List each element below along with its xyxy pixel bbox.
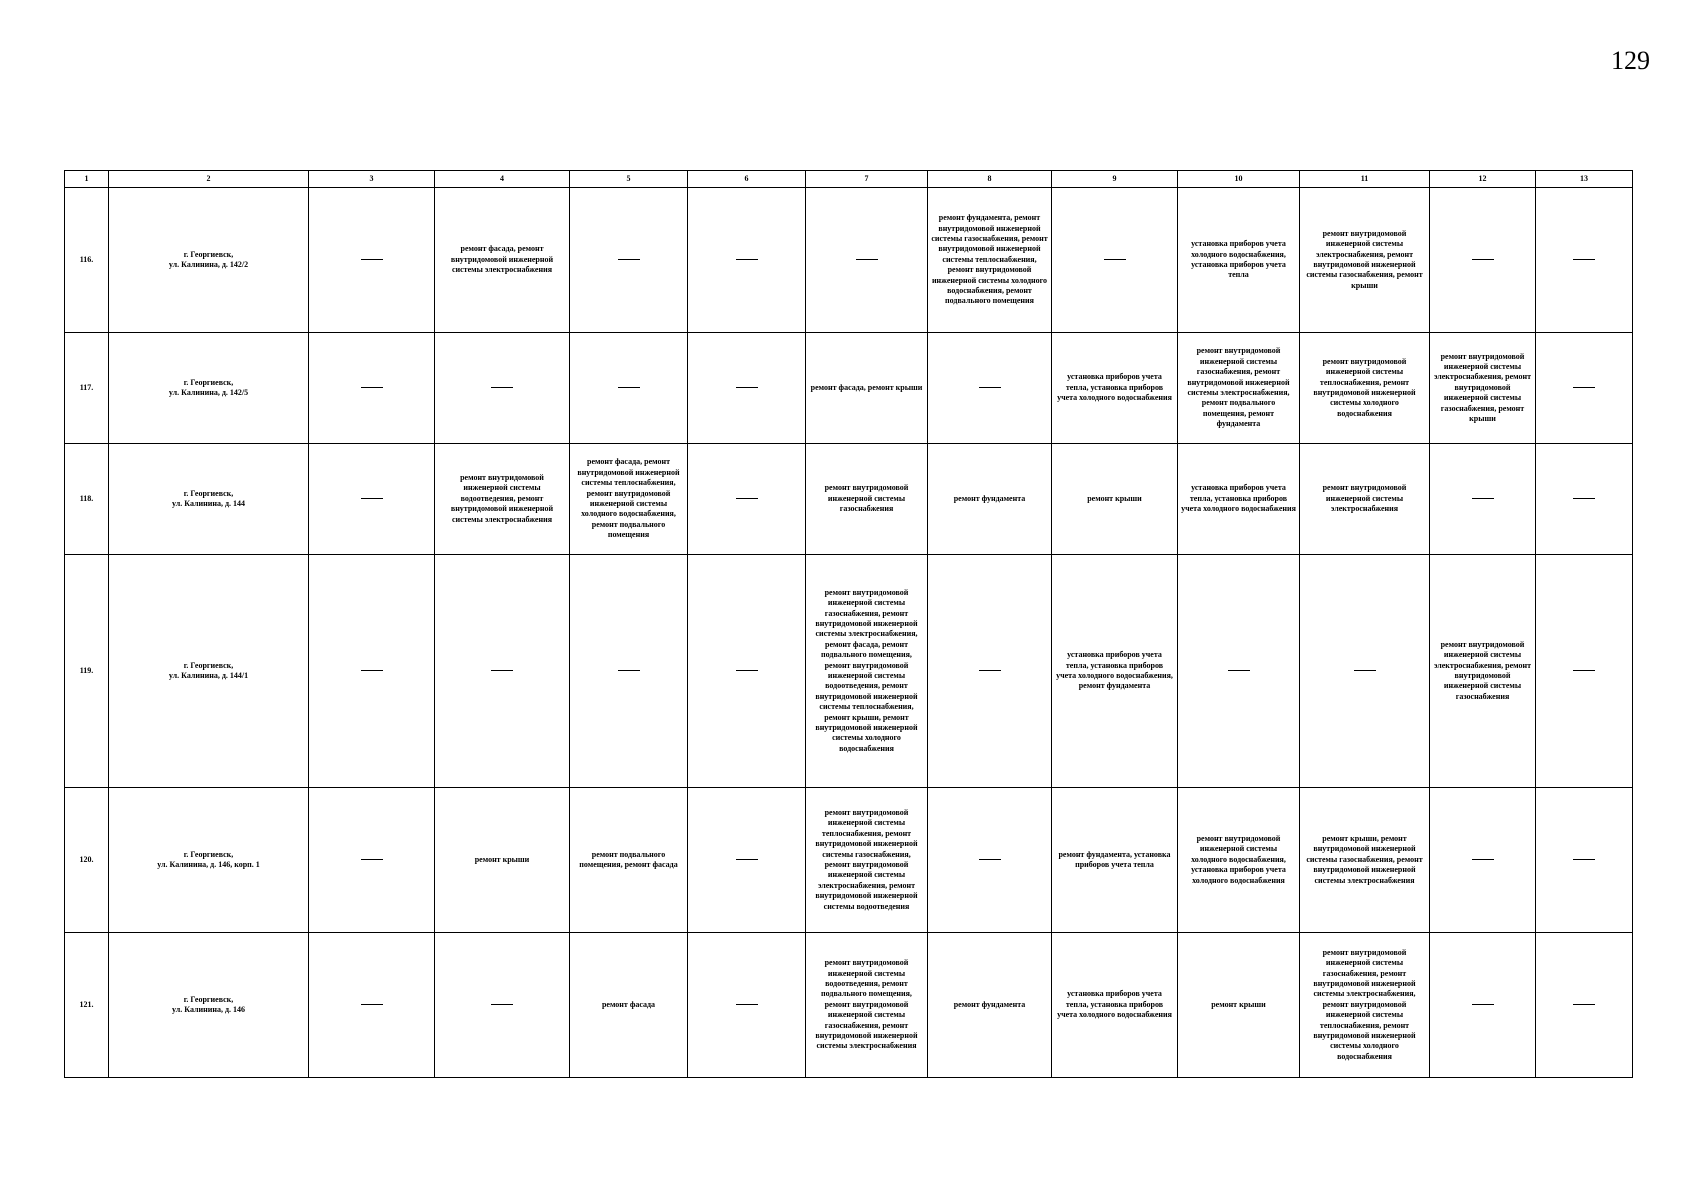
work-cell <box>309 188 435 333</box>
dash-mark <box>1228 670 1250 671</box>
work-cell <box>688 444 806 555</box>
work-cell: ремонт внутридомовой инженерной системы электроснабжения <box>1300 444 1430 555</box>
work-cell <box>1430 933 1536 1078</box>
header-row <box>65 171 1633 188</box>
work-cell: ремонт фасада, ремонт крыши <box>806 333 928 444</box>
work-cell <box>928 788 1052 933</box>
work-cell <box>688 788 806 933</box>
address-cell: г. Георгиевск, ул. Калинина, д. 142/2 <box>109 188 309 333</box>
dash-mark <box>1573 259 1595 260</box>
page-number: 129 <box>1611 46 1650 75</box>
row-number: 120. <box>65 788 109 933</box>
work-cell: ремонт фасада, ремонт внутридомовой инженерной системы электроснабжения <box>435 188 570 333</box>
work-cell: ремонт внутридомовой инженерной системы водоотведения, ремонт подвального помещения, ремонт внутридомовой инженерной системы газоснабжения, ремонт внутридомовой инженерной системы электроснабжения <box>806 933 928 1078</box>
dash-mark <box>361 1004 383 1005</box>
work-cell <box>1536 188 1633 333</box>
address-cell: г. Георгиевск, ул. Калинина, д. 146 <box>109 933 309 1078</box>
column-header: 5 <box>570 171 688 188</box>
work-cell: ремонт внутридомовой инженерной системы холодного водоснабжения, установка приборов учета холодного водоснабжения <box>1178 788 1300 933</box>
work-cell: ремонт крыши <box>1178 933 1300 1078</box>
work-cell: ремонт внутридомовой инженерной системы электроснабжения, ремонт внутридомовой инженерной системы газоснабжения, ремонт крыши <box>1300 188 1430 333</box>
work-cell: ремонт крыши <box>435 788 570 933</box>
work-cell: ремонт фасада <box>570 933 688 1078</box>
work-cell: ремонт фундамента <box>928 444 1052 555</box>
address-cell: г. Георгиевск, ул. Калинина, д. 144/1 <box>109 555 309 788</box>
work-cell: ремонт внутридомовой инженерной системы газоснабжения, ремонт внутридомовой инженерной системы электроснабжения, ремонт внутридомовой инженерной системы теплоснабжения, ремонт внутридомовой инженерной системы холодного водоснабжения <box>1300 933 1430 1078</box>
work-cell: ремонт внутридомовой инженерной системы газоснабжения, ремонт внутридомовой инженерной системы электроснабжения, ремонт фасада, ремонт подвального помещения, ремонт внутридомовой инженерной системы водоотведения, ремонт внутридомовой инженерной системы теплоснабжения, ремонт крыши, ремонт внутридомовой инженерной системы холодного водоснабжения <box>806 555 928 788</box>
work-cell: ремонт фундамента <box>928 933 1052 1078</box>
column-header: 7 <box>806 171 928 188</box>
dash-mark <box>856 259 878 260</box>
row-number: 116. <box>65 188 109 333</box>
work-cell: ремонт внутридомовой инженерной системы газоснабжения <box>806 444 928 555</box>
row-number: 117. <box>65 333 109 444</box>
dash-mark <box>1472 259 1494 260</box>
work-cell <box>688 188 806 333</box>
dash-mark <box>736 387 758 388</box>
column-header: 13 <box>1536 171 1633 188</box>
work-cell <box>688 555 806 788</box>
work-cell: установка приборов учета тепла, установка приборов учета холодного водоснабжения <box>1178 444 1300 555</box>
dash-mark <box>491 670 513 671</box>
row-number: 121. <box>65 933 109 1078</box>
work-cell <box>309 933 435 1078</box>
work-cell <box>1536 933 1633 1078</box>
repair-schedule-table <box>64 170 1633 1078</box>
work-cell <box>309 333 435 444</box>
work-cell <box>928 555 1052 788</box>
work-cell: ремонт внутридомовой инженерной системы теплоснабжения, ремонт внутридомовой инженерной системы холодного водоснабжения <box>1300 333 1430 444</box>
dash-mark <box>1573 859 1595 860</box>
work-cell: ремонт внутридомовой инженерной системы электроснабжения, ремонт внутридомовой инженерной системы газоснабжения <box>1430 555 1536 788</box>
table-row <box>65 933 1633 1078</box>
row-number: 119. <box>65 555 109 788</box>
dash-mark <box>1573 387 1595 388</box>
dash-mark <box>736 670 758 671</box>
work-cell <box>309 555 435 788</box>
work-cell <box>1052 188 1178 333</box>
row-number: 118. <box>65 444 109 555</box>
work-cell: ремонт фундамента, установка приборов учета тепла <box>1052 788 1178 933</box>
work-cell: ремонт крыши, ремонт внутридомовой инженерной системы газоснабжения, ремонт внутридомовой инженерной системы электроснабжения <box>1300 788 1430 933</box>
work-cell: установка приборов учета холодного водоснабжения, установка приборов учета тепла <box>1178 188 1300 333</box>
dash-mark <box>361 498 383 499</box>
work-cell: ремонт фасада, ремонт внутридомовой инженерной системы теплоснабжения, ремонт внутридомовой инженерной системы холодного водоснабжения, ремонт подвального помещения <box>570 444 688 555</box>
column-header: 4 <box>435 171 570 188</box>
dash-mark <box>1472 498 1494 499</box>
address-cell: г. Георгиевск, ул. Калинина, д. 146, корп. 1 <box>109 788 309 933</box>
work-cell <box>1536 333 1633 444</box>
column-header: 11 <box>1300 171 1430 188</box>
dash-mark <box>1104 259 1126 260</box>
work-cell <box>1430 444 1536 555</box>
work-cell: установка приборов учета тепла, установка приборов учета холодного водоснабжения, ремонт фундамента <box>1052 555 1178 788</box>
column-header: 10 <box>1178 171 1300 188</box>
dash-mark <box>1573 1004 1595 1005</box>
dash-mark <box>491 387 513 388</box>
work-cell <box>928 333 1052 444</box>
dash-mark <box>736 259 758 260</box>
dash-mark <box>1472 859 1494 860</box>
dash-mark <box>1354 670 1376 671</box>
dash-mark <box>979 387 1001 388</box>
work-cell <box>1536 555 1633 788</box>
dash-mark <box>361 859 383 860</box>
dash-mark <box>736 498 758 499</box>
work-cell <box>1430 188 1536 333</box>
table-row <box>65 444 1633 555</box>
work-cell: установка приборов учета тепла, установка приборов учета холодного водоснабжения <box>1052 333 1178 444</box>
work-cell <box>1536 788 1633 933</box>
dash-mark <box>618 387 640 388</box>
work-cell <box>570 333 688 444</box>
work-cell <box>309 788 435 933</box>
work-cell <box>1300 555 1430 788</box>
table-row <box>65 555 1633 788</box>
table-row <box>65 788 1633 933</box>
dash-mark <box>979 670 1001 671</box>
dash-mark <box>736 859 758 860</box>
work-cell: ремонт внутридомовой инженерной системы водоотведения, ремонт внутридомовой инженерной системы электроснабжения <box>435 444 570 555</box>
work-cell: ремонт фундамента, ремонт внутридомовой инженерной системы газоснабжения, ремонт внутридомовой инженерной системы теплоснабжения, ремонт внутридомовой инженерной системы холодного водоснабжения, ремонт подвального помещения <box>928 188 1052 333</box>
column-header: 9 <box>1052 171 1178 188</box>
work-cell <box>435 333 570 444</box>
dash-mark <box>491 1004 513 1005</box>
work-cell <box>435 555 570 788</box>
column-header: 1 <box>65 171 109 188</box>
column-header: 8 <box>928 171 1052 188</box>
work-cell <box>1430 788 1536 933</box>
dash-mark <box>1472 1004 1494 1005</box>
column-header: 2 <box>109 171 309 188</box>
table-row <box>65 333 1633 444</box>
work-cell: ремонт внутридомовой инженерной системы газоснабжения, ремонт внутридомовой инженерной системы электроснабжения, ремонт подвального помещения, ремонт фундамента <box>1178 333 1300 444</box>
work-cell <box>570 555 688 788</box>
dash-mark <box>361 387 383 388</box>
work-cell: ремонт подвального помещения, ремонт фасада <box>570 788 688 933</box>
table-row <box>65 188 1633 333</box>
work-cell: ремонт крыши <box>1052 444 1178 555</box>
work-cell: ремонт внутридомовой инженерной системы теплоснабжения, ремонт внутридомовой инженерной системы газоснабжения, ремонт внутридомовой инженерной системы электроснабжения, ремонт внутридомовой инженерной системы водоотведения <box>806 788 928 933</box>
address-cell: г. Георгиевск, ул. Калинина, д. 144 <box>109 444 309 555</box>
dash-mark <box>361 259 383 260</box>
column-header: 3 <box>309 171 435 188</box>
dash-mark <box>1573 498 1595 499</box>
dash-mark <box>618 670 640 671</box>
address-cell: г. Георгиевск, ул. Калинина, д. 142/5 <box>109 333 309 444</box>
work-cell <box>688 933 806 1078</box>
column-header: 6 <box>688 171 806 188</box>
dash-mark <box>736 1004 758 1005</box>
work-cell <box>1178 555 1300 788</box>
dash-mark <box>1573 670 1595 671</box>
work-cell <box>570 188 688 333</box>
work-cell <box>806 188 928 333</box>
work-cell: установка приборов учета тепла, установка приборов учета холодного водоснабжения <box>1052 933 1178 1078</box>
work-cell <box>435 933 570 1078</box>
dash-mark <box>979 859 1001 860</box>
dash-mark <box>361 670 383 671</box>
work-cell <box>1536 444 1633 555</box>
dash-mark <box>618 259 640 260</box>
work-cell <box>688 333 806 444</box>
work-cell: ремонт внутридомовой инженерной системы электроснабжения, ремонт внутридомовой инженерной системы газоснабжения, ремонт крыши <box>1430 333 1536 444</box>
work-cell <box>309 444 435 555</box>
column-header: 12 <box>1430 171 1536 188</box>
